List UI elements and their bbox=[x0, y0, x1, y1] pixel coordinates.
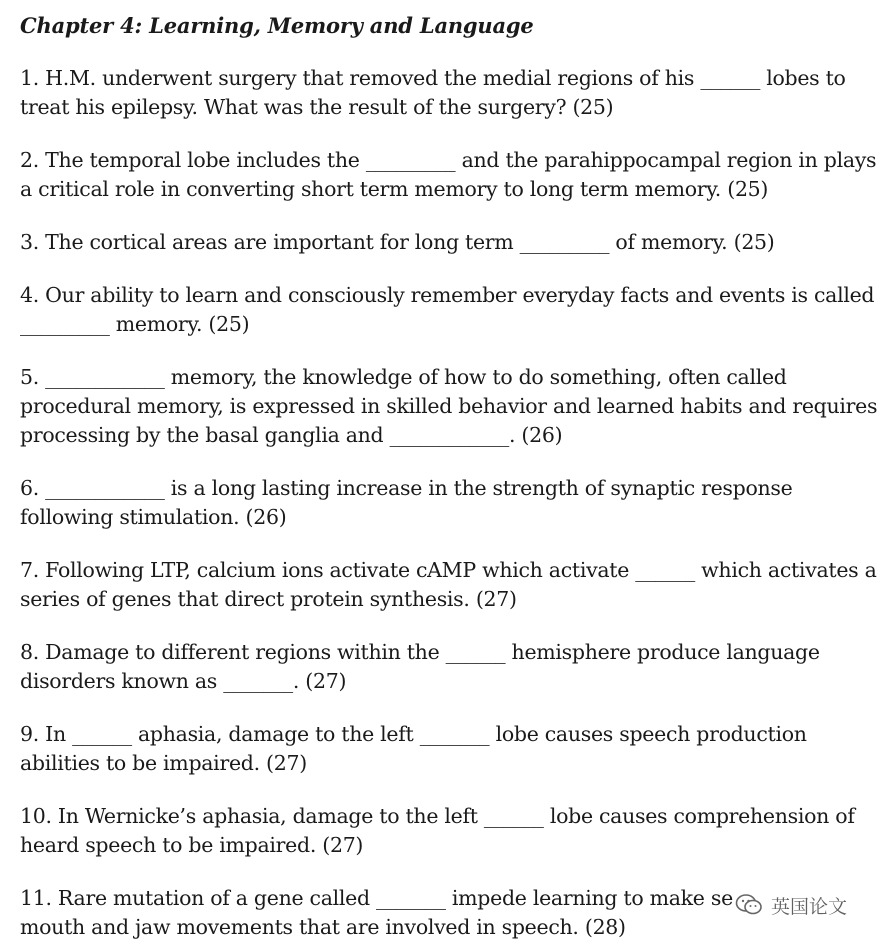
question-1: 1. H.M. underwent surgery that removed the medial regions of his ______ lobes to treat his epilepsy. What was the result of the surgery? (25) bbox=[20, 66, 846, 119]
question-9: 9. In ______ aphasia, damage to the left _______ lobe causes speech production abilities to be impaired. (27) bbox=[20, 722, 807, 775]
question-11 bbox=[20, 884, 880, 942]
question-11-line-1: 11. Rare mutation of a gene called _______ impede learning to make se bbox=[20, 886, 733, 910]
question-4: 4. Our ability to learn and consciously remember everyday facts and events is called _________ memory. (25) bbox=[20, 283, 875, 336]
question-8: 8. Damage to different regions within the ______ hemisphere produce language disorders known as _______. (27) bbox=[20, 640, 820, 693]
worksheet-page bbox=[20, 12, 880, 942]
question-5: 5. ____________ memory, the knowledge of how to do something, often called procedural memory, is expressed in skilled behavior and learned habits and requires processing by the basal ganglia and ____________. (26) bbox=[20, 365, 878, 447]
chapter-title: Chapter 4: Learning, Memory and Language bbox=[20, 13, 534, 38]
question-10: 10. In Wernicke’s aphasia, damage to the left ______ lobe causes comprehension of heard speech to be impaired. (27) bbox=[20, 804, 855, 857]
watermark-text: 英国论文 bbox=[769, 892, 849, 919]
question-7: 7. Following LTP, calcium ions activate cAMP which activate ______ which activates a series of genes that direct protein synthesis. (27) bbox=[20, 558, 877, 611]
question-11-line-2: mouth and jaw movements that are involved in speech. (28) bbox=[20, 915, 626, 939]
question-3: 3. The cortical areas are important for long term _________ of memory. (25) bbox=[20, 230, 775, 254]
question-6: 6. ____________ is a long lasting increase in the strength of synaptic response following stimulation. (26) bbox=[20, 476, 793, 529]
question-2: 2. The temporal lobe includes the _________ and the parahippocampal region in plays a critical role in converting short term memory to long term memory. (25) bbox=[20, 148, 877, 201]
